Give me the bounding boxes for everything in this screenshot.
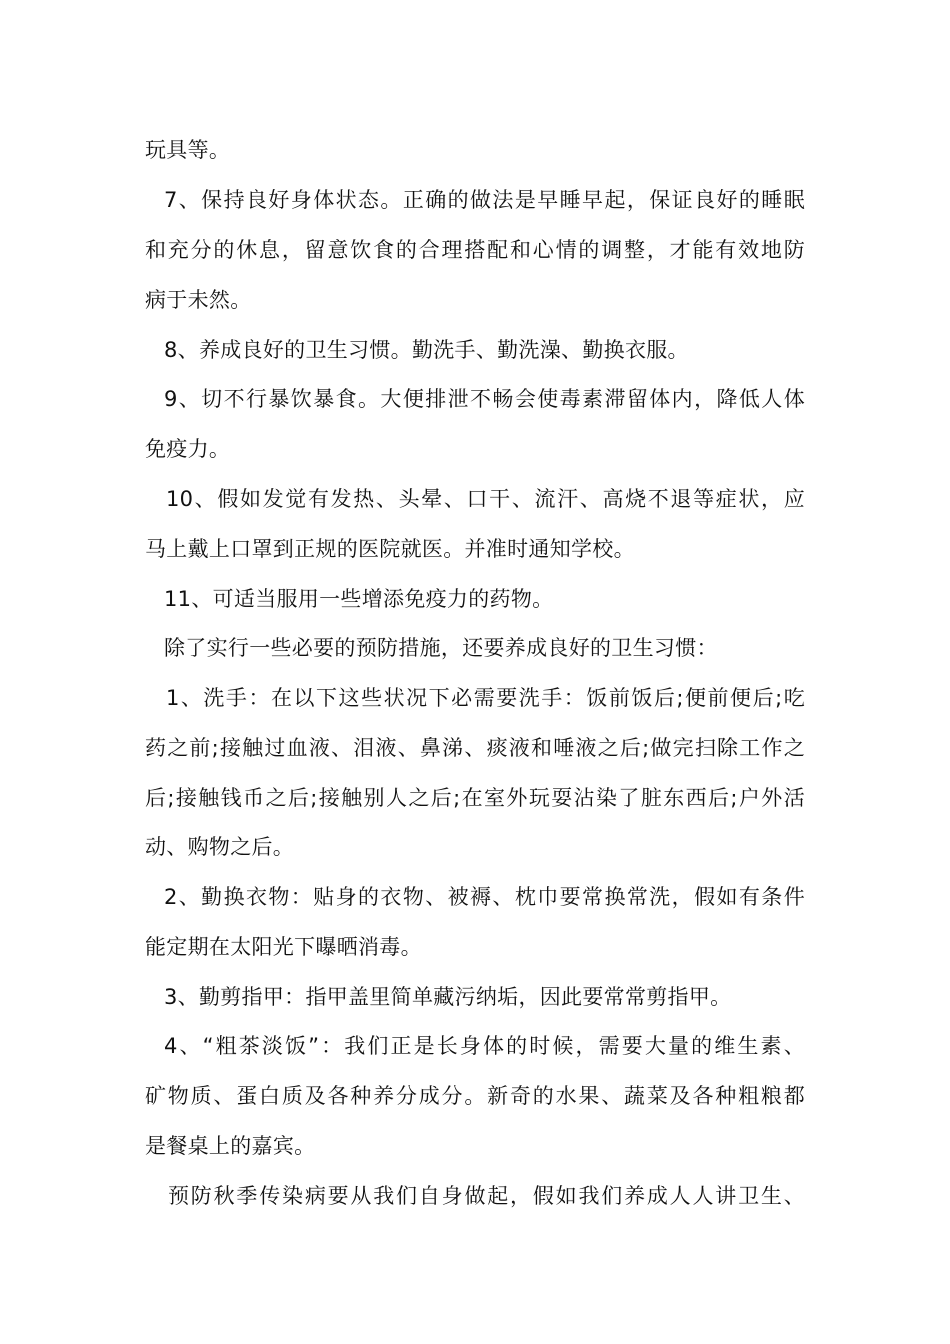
text-line: 1、洗手：在以下这些状况下必需要洗手：饭前饭后;便前便后;吃: [166, 686, 805, 710]
text-line: 和充分的休息，留意饮食的合理搭配和心情的调整，才能有效地防: [145, 238, 805, 262]
text-line: 8、养成良好的卫生习惯。勤洗手、勤洗澡、勤换衣服。: [164, 338, 689, 362]
text-line: 动、购物之后。: [145, 835, 295, 859]
text-line: 病于未然。: [145, 288, 252, 312]
text-line: 马上戴上口罩到正规的医院就医。并准时通知学校。: [145, 537, 635, 561]
text-line: 2、勤换衣物：贴身的衣物、被褥、枕巾要常换常洗，假如有条件: [164, 885, 805, 909]
text-line: 玩具等。: [145, 138, 231, 162]
text-line: 3、勤剪指甲：指甲盖里简单藏污纳垢，因此要常常剪指甲。: [164, 985, 732, 1009]
text-line: 能定期在太阳光下曝晒消毒。: [145, 935, 422, 959]
text-line: 免疫力。: [145, 437, 231, 461]
text-line: 7、保持良好身体状态。正确的做法是早睡早起，保证良好的睡眠: [164, 188, 805, 212]
text-line: 预防秋季传染病要从我们自身做起，假如我们养成人人讲卫生、: [168, 1184, 805, 1208]
text-line: 10、假如发觉有发热、头晕、口干、流汗、高烧不退等症状，应: [166, 487, 805, 511]
text-line: 矿物质、蛋白质及各种养分成分。新奇的水果、蔬菜及各种粗粮都: [145, 1084, 805, 1108]
text-line: 药之前;接触过血液、泪液、鼻涕、痰液和唾液之后;做完扫除工作之: [145, 736, 805, 760]
text-line: 后;接触钱币之后;接触别人之后;在室外玩耍沾染了脏东西后;户外活: [145, 786, 805, 810]
text-line: 除了实行一些必要的预防措施，还要养成良好的卫生习惯：: [164, 636, 718, 660]
text-line: 11、可适当服用一些增添免疫力的药物。: [164, 587, 554, 611]
text-line: 4、“粗茶淡饭”：我们正是长身体的时候，需要大量的维生素、: [164, 1034, 805, 1058]
text-line: 是餐桌上的嘉宾。: [145, 1134, 316, 1158]
text-line: 9、切不行暴饮暴食。大便排泄不畅会使毒素滞留体内，降低人体: [164, 387, 805, 411]
